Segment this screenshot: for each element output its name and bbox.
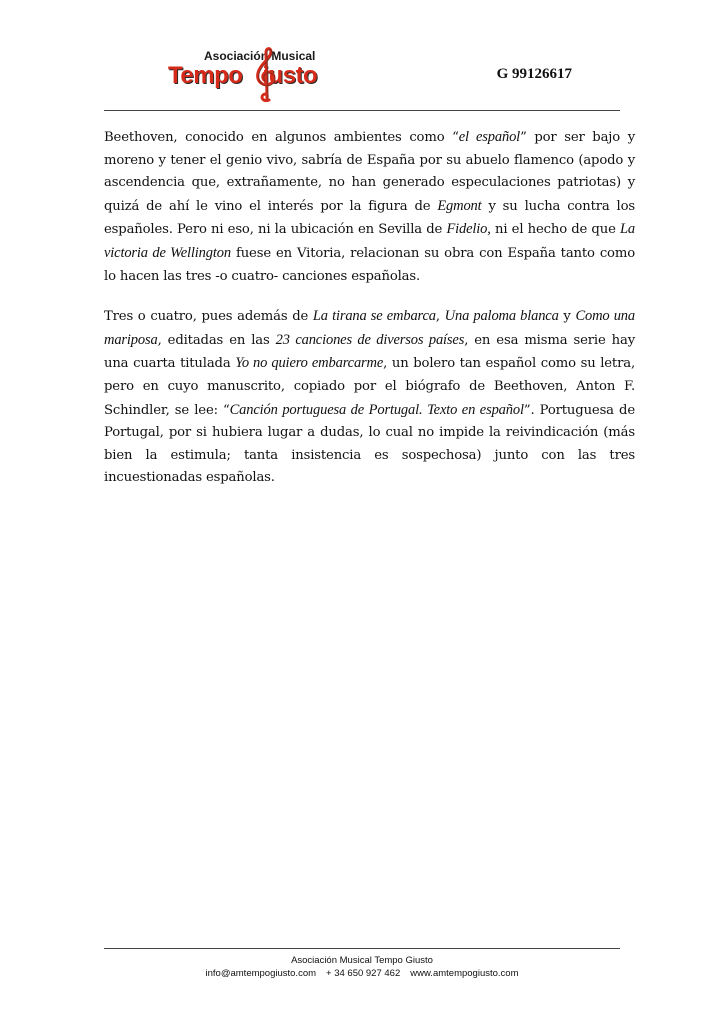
p2-italic-cancion-portuguesa: Canción portuguesa de Portugal. Texto en español (229, 401, 524, 418)
paragraph-1 (104, 126, 635, 288)
p2-text-3: y (558, 309, 576, 325)
footer-phone: + 34 650 927 462 (326, 967, 401, 979)
tempo-giusto-logo (168, 42, 343, 108)
p1-text-1: Beethoven, conocido en algunos ambientes como “ (104, 130, 459, 145)
p2-italic-mariposa: Como una mariposa (104, 308, 635, 348)
p1-text-5: fuese en Vitoria, relacionan su obra con España tanto como lo hacen las tres -o cuatro- canciones españolas. (104, 245, 635, 284)
logo-main-left: Tempo (168, 62, 243, 89)
logo-main-text (168, 62, 317, 90)
p1-italic-el-espanol: el español (458, 129, 521, 145)
logo-top-text: Asociación Musical (204, 49, 316, 63)
footer-web: www.amtempogiusto.com (410, 967, 519, 979)
p2-text-1: Tres o cuatro, pues además de (104, 309, 313, 325)
footer-divider (104, 948, 620, 949)
p2-text-5: , en esa misma serie hay una cuarta titulada (104, 332, 635, 372)
footer-org: Asociación Musical Tempo Giusto (291, 955, 433, 966)
p1-text-2: ” por ser bajo y moreno y tener el genio vivo, sabría de España por su abuelo flamenco (apodo y ascendencia que, extrañamente, no han generado especulaciones patriotas) y quizá de ahí le vino el interés por la figura de (104, 130, 635, 214)
document-body (104, 126, 635, 507)
p2-italic-tirana: La tirana se embarca (312, 308, 436, 325)
p2-italic-paloma: Una paloma blanca (444, 308, 559, 325)
p1-text-4: ni el hecho de que (490, 222, 620, 238)
footer-contact (104, 968, 620, 981)
paragraph-2 (104, 305, 635, 490)
footer-email: info@amtempogiusto.com (205, 967, 317, 979)
p2-text-4: , editadas en las (157, 332, 276, 348)
header-divider (104, 110, 620, 111)
p2-text-6: , un bolero tan español como su letra, pero en cuyo manuscrito, copiado por el biógrafo de Beethoven, Anton F. Schindler, se lee: “ (104, 356, 635, 418)
p1-italic-wellington: La victoria de Wellington (104, 221, 635, 261)
logo-main-right: iusto (262, 62, 318, 89)
p2-italic-yo-no-quiero: Yo no quiero embarcarme (235, 355, 384, 372)
p2-italic-23-canciones: 23 canciones de diversos países (275, 331, 465, 348)
p1-italic-fidelio: Fidelio, (446, 221, 491, 238)
p2-text-2: , (435, 309, 445, 325)
document-code: G 99126617 (496, 66, 572, 82)
p2-text-7: ”. Portuguesa de Portugal, por si hubiera lugar a dudas, lo cual no impide la reivindicación (más bien la estimula; tanta insistencia es sospechosa) junto con las tres incuestionadas españolas. (104, 402, 636, 486)
footer (104, 955, 620, 980)
p1-italic-egmont: Egmont (437, 197, 482, 214)
p1-text-3: y su lucha contra los españoles. Pero ni eso, ni la ubicación en Sevilla de (104, 198, 635, 238)
treble-clef-icon (252, 46, 282, 104)
